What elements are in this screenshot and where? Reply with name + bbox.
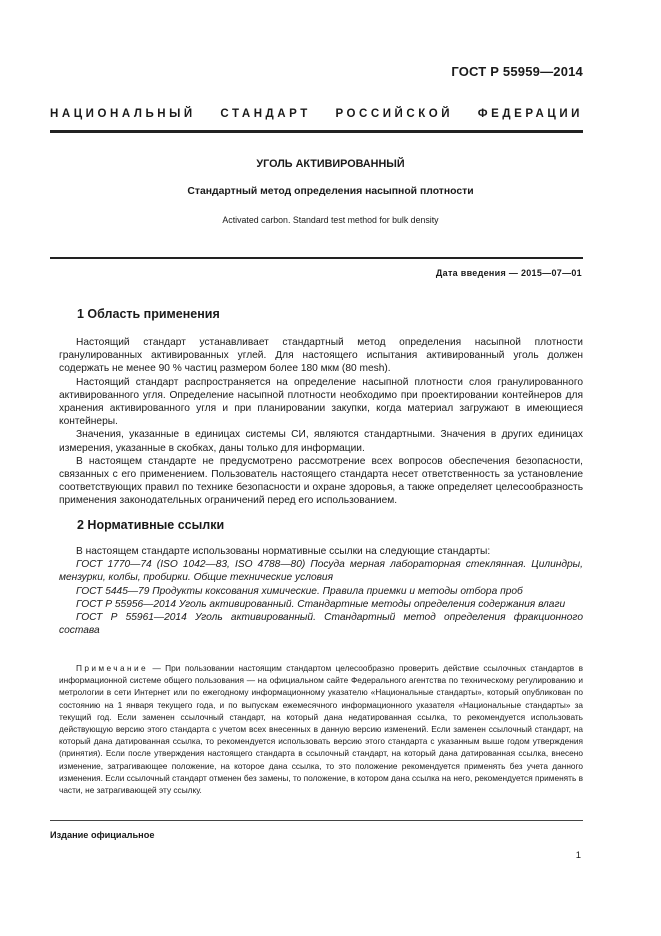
note-label: Примечание bbox=[76, 663, 149, 673]
section-2-body bbox=[59, 545, 583, 637]
paragraph: Значения, указанные в единицах системы СИ, являются стандартными. Значения в других единицах измерения, указанные в скобках, даны только для информации. bbox=[59, 429, 583, 454]
title-divider bbox=[50, 257, 583, 259]
reference-item: ГОСТ 5445—79 Продукты коксования химические. Правила приемки и методы отбора проб bbox=[76, 585, 523, 597]
page-number: 1 bbox=[575, 850, 581, 861]
banner-word: СТАНДАРТ bbox=[220, 108, 311, 120]
reference-item: ГОСТ 1770—74 (ISO 1042—83, ISO 4788—80) Посуда мерная лабораторная стеклянная. Цилиндры, мензурки, колбы, пробирки. Общие технические условия bbox=[59, 559, 583, 584]
gost-number: ГОСТ Р 55959—2014 bbox=[451, 64, 583, 79]
paragraph: Настоящий стандарт устанавливает стандартный метод определения насыпной плотности гранулированных активированных углей. Для настоящего испытания активированный уголь должен содержать не менее 90 % частиц размером более 180 мкм (80 mesh). bbox=[59, 337, 583, 375]
banner-word: РОССИЙСКОЙ bbox=[335, 108, 454, 120]
reference-item: ГОСТ Р 55956—2014 Уголь активированный. Стандартные методы определения содержания влаги bbox=[76, 598, 566, 610]
national-standard-banner bbox=[50, 108, 583, 120]
document-subtitle: Стандартный метод определения насыпной плотности bbox=[187, 186, 474, 197]
section-1-body bbox=[59, 336, 583, 508]
english-title: Activated carbon. Standard test method for bulk density bbox=[222, 215, 439, 225]
top-divider bbox=[50, 130, 583, 133]
paragraph: Настоящий стандарт распространяется на определение насыпной плотности слоя гранулированного активированного угля. Определение насыпной плотности необходимо при проектировании контейнеров для хранения активированного угля и при планировании закупки, когда материал загружают в имеющиеся контейнеры. bbox=[59, 376, 583, 428]
paragraph: В настоящем стандарте не предусмотрено рассмотрение всех вопросов обеспечения безопасности, связанных с его применением. Пользователь настоящего стандарта несет ответственность за установление соответствующих правил по технике безопасности и охране здоровья, а также определяет целесообразность применения законодательных ограничений перед его использованием. bbox=[59, 455, 583, 507]
note bbox=[59, 662, 583, 796]
references-lead: В настоящем стандарте использованы нормативные ссылки на следующие стандарты: bbox=[76, 546, 491, 557]
reference-item: ГОСТ Р 55961—2014 Уголь активированный. Стандартный метод определения фракционного состава bbox=[59, 612, 583, 637]
banner-word: НАЦИОНАЛЬНЫЙ bbox=[50, 108, 196, 120]
footer-divider bbox=[50, 820, 583, 821]
edition-label: Издание официальное bbox=[50, 830, 155, 840]
introduction-date: Дата введения — 2015—07—01 bbox=[435, 268, 582, 278]
section-1-heading: 1 Область применения bbox=[77, 307, 220, 321]
section-2-heading: 2 Нормативные ссылки bbox=[77, 518, 225, 532]
note-text: — При пользовании настоящим стандартом целесообразно проверить действие ссылочных стандартов в информационной системе общего пользования — на официальном сайте Федерального агентства по техническому регулированию и метрологии в сети Интернет или по ежегодному информационному указателю «Национальные стандарты», который опубликован по состоянию на 1 января текущего года, и по выпускам ежемесячного информационного указателя «Национальные стандарты» за текущий год. Если заменен ссылочный стандарт, на который дана недатированная ссылка, то рекомендуется использовать действующую версию этого стандарта с учетом всех внесенных в данную версию изменений. Если заменен ссылочный стандарт, на который дана датированная ссылка, то рекомендуется использовать версию этого стандарта с указанным выше годом утверждения (принятия). Если после утверждения настоящего стандарта в ссылочный стандарт, на который дана датированная ссылка, внесено изменение, затрагивающее положение, на которое дана ссылка, то это положение рекомендуется применять без учета данного изменения. Если ссылочный стандарт отменен без замены, то положение, в котором дана ссылка на него, рекомендуется применять в части, не затрагивающей эту ссылку. bbox=[59, 663, 583, 796]
document-title: УГОЛЬ АКТИВИРОВАННЫЙ bbox=[256, 158, 405, 170]
banner-word: ФЕДЕРАЦИИ bbox=[477, 108, 583, 120]
